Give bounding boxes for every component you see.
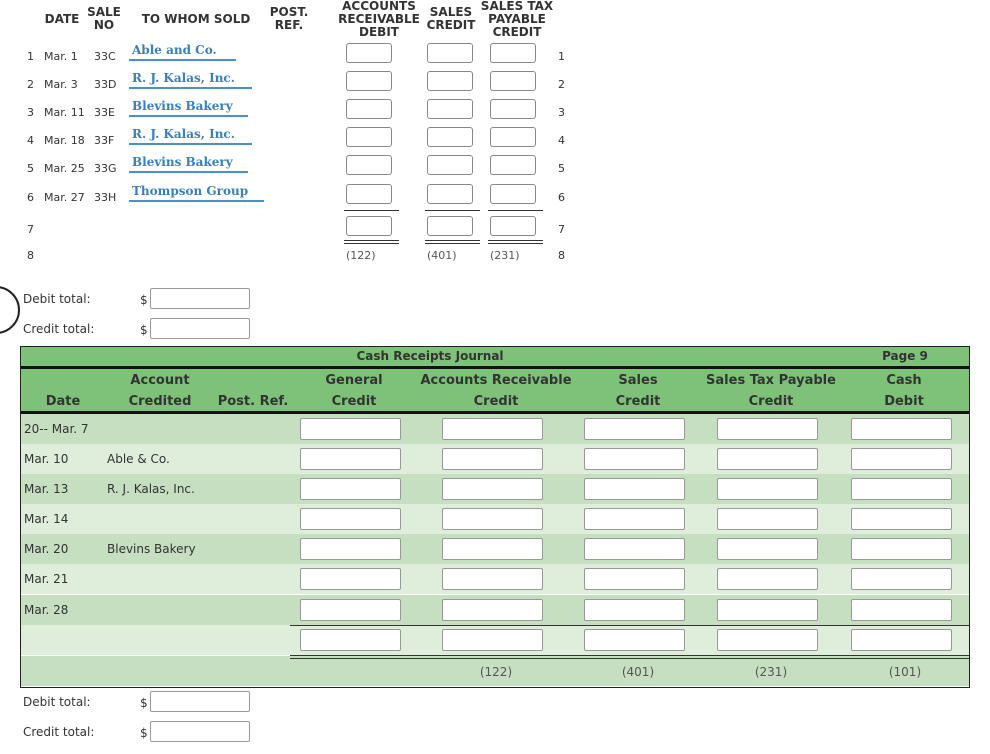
crj-stp-input[interactable] [717, 538, 818, 560]
sj-sales-input[interactable] [427, 155, 473, 175]
crj-general-input[interactable] [300, 538, 401, 560]
sj-right-line-number: 5 [558, 162, 565, 175]
crj-header-ar-credit: Credit [473, 394, 519, 409]
crj-general-input[interactable] [300, 508, 401, 530]
crj-header-date: Date [45, 394, 81, 409]
crj-date: Mar. 13 [24, 482, 69, 496]
crj-header-sales-credit: Credit [615, 394, 661, 409]
crj-ref-sales: (401) [621, 665, 655, 679]
sj-sale-no: 33F [94, 134, 115, 147]
sj-date: Mar. 25 [44, 162, 85, 175]
crj-title: Cash Receipts Journal [356, 349, 504, 363]
sj-double-rule [344, 240, 399, 244]
crj-row [21, 444, 969, 474]
sj-rule [344, 210, 399, 211]
sj-header-ar-debit: ACCOUNTS RECEIVABLE DEBIT [338, 0, 420, 39]
sj-header-sale-no: SALE NO [87, 5, 121, 32]
crj-ar-input[interactable] [442, 599, 543, 621]
sj-line-number: 5 [27, 162, 34, 175]
sj-customer: R. J. Kalas, Inc. [129, 127, 252, 145]
crj-header-general: General [325, 373, 383, 388]
sj-line-number: 7 [27, 223, 34, 236]
crj-date: Mar. 14 [24, 512, 69, 526]
sj-ar-input[interactable] [346, 155, 392, 175]
crj-header-cash: Cash [886, 373, 922, 388]
sj-stp-input[interactable] [490, 127, 536, 147]
crj-header-stp-credit: Credit [748, 394, 794, 409]
crj-cash-input[interactable] [851, 629, 952, 651]
crj-stp-input[interactable] [717, 599, 818, 621]
sj-date: Mar. 18 [44, 134, 85, 147]
sj-right-line-number: 4 [558, 134, 565, 147]
crj-header-post-ref: Post. Ref. [217, 394, 289, 409]
sj-line-number: 1 [27, 50, 34, 63]
crj-general-input[interactable] [300, 599, 401, 621]
sj-stp-input[interactable] [490, 99, 536, 119]
sj-stp-input[interactable] [490, 71, 536, 91]
crj-ar-input[interactable] [442, 478, 543, 500]
sj-ref-stp: (231) [490, 249, 520, 262]
sj-date: Mar. 27 [44, 191, 85, 204]
sj-ar-input[interactable] [346, 216, 392, 236]
dollar-sign: $ [140, 726, 148, 740]
sj-right-line-number: 1 [558, 50, 565, 63]
sj-ar-input[interactable] [346, 43, 392, 63]
crj-stp-input[interactable] [717, 629, 818, 651]
sj-debit-total-input[interactable] [150, 288, 250, 309]
sj-sale-no: 33C [94, 50, 116, 63]
crj-general-input[interactable] [300, 568, 401, 590]
crj-ar-input[interactable] [442, 568, 543, 590]
crj-sales-input[interactable] [584, 599, 685, 621]
crj-cash-input[interactable] [851, 599, 952, 621]
dollar-sign: $ [140, 696, 148, 710]
sj-header-post-ref: POST. REF. [269, 5, 309, 32]
crj-row [21, 595, 969, 625]
sj-right-line-number: 7 [558, 223, 565, 236]
sj-sales-input[interactable] [427, 127, 473, 147]
sj-line-number: 3 [27, 106, 34, 119]
crj-cash-input[interactable] [851, 478, 952, 500]
sj-ar-input[interactable] [346, 99, 392, 119]
crj-sales-input[interactable] [584, 538, 685, 560]
dollar-sign: $ [140, 323, 148, 337]
crj-date: Mar. 10 [24, 452, 69, 466]
crj-ar-input[interactable] [442, 538, 543, 560]
sj-rule [425, 210, 480, 211]
sj-header-to-whom: TO WHOM SOLD [141, 12, 251, 26]
crj-rule [290, 625, 969, 626]
sj-customer: Thompson Group [129, 184, 264, 202]
crj-ref-ar: (122) [479, 665, 513, 679]
sj-right-line-number: 8 [558, 249, 565, 262]
crj-general-input[interactable] [300, 478, 401, 500]
sj-stp-input[interactable] [490, 43, 536, 63]
crj-date: Mar. 21 [24, 572, 69, 586]
crj-debit-total-input[interactable] [150, 691, 250, 712]
crj-page: Page 9 [882, 349, 928, 363]
crj-general-input[interactable] [300, 629, 401, 651]
sj-header-date: DATE [44, 12, 80, 26]
crj-ref-stp: (231) [754, 665, 788, 679]
crj-sales-input[interactable] [584, 478, 685, 500]
crj-general-input[interactable] [300, 418, 401, 440]
crj-cash-input[interactable] [851, 418, 952, 440]
crj-date: Mar. 20 [24, 542, 69, 556]
sj-customer: Blevins Bakery [129, 155, 248, 173]
sj-header-stp-credit: SALES TAX PAYABLE CREDIT [480, 0, 554, 39]
sj-ar-input[interactable] [346, 184, 392, 204]
crj-header-account: Account [130, 373, 190, 388]
crj-sales-input[interactable] [584, 568, 685, 590]
sj-sale-no: 33H [94, 191, 117, 204]
crj-credit-total-input[interactable] [150, 721, 250, 742]
sj-line-number: 8 [27, 249, 34, 262]
sj-customer: Blevins Bakery [129, 99, 248, 117]
crj-row [21, 564, 969, 594]
crj-row [21, 414, 969, 444]
sj-right-line-number: 2 [558, 78, 565, 91]
crj-cash-input[interactable] [851, 508, 952, 530]
crj-sales-input[interactable] [584, 418, 685, 440]
sj-sales-input[interactable] [427, 43, 473, 63]
crj-stp-input[interactable] [717, 418, 818, 440]
crj-ar-input[interactable] [442, 418, 543, 440]
crj-credit-total-label: Credit total: [23, 725, 95, 739]
sj-ar-input[interactable] [346, 71, 392, 91]
crj-header-sales: Sales [618, 373, 658, 388]
sj-rule [488, 210, 543, 211]
sj-sales-input[interactable] [427, 184, 473, 204]
sj-ref-sales: (401) [427, 249, 457, 262]
sj-credit-total-input[interactable] [150, 318, 250, 339]
sj-right-line-number: 6 [558, 191, 565, 204]
crj-sales-input[interactable] [584, 448, 685, 470]
crj-date: 20-- Mar. 7 [24, 422, 89, 436]
crj-row [21, 534, 969, 564]
crj-stp-input[interactable] [717, 508, 818, 530]
crj-cash-input[interactable] [851, 568, 952, 590]
crj-sales-input[interactable] [584, 629, 685, 651]
sj-double-rule [425, 240, 480, 244]
sj-credit-total-label: Credit total: [23, 322, 95, 336]
crj-stp-input[interactable] [717, 568, 818, 590]
sj-header-sales-credit: SALES CREDIT [426, 5, 476, 32]
crj-stp-input[interactable] [717, 448, 818, 470]
crj-row [21, 474, 969, 504]
crj-debit-total-label: Debit total: [23, 695, 91, 709]
sj-sales-input[interactable] [427, 216, 473, 236]
crj-header-stp: Sales Tax Payable [706, 373, 836, 388]
sj-ref-ar: (122) [346, 249, 376, 262]
sj-ar-input[interactable] [346, 127, 392, 147]
sj-sale-no: 33D [94, 78, 117, 91]
crj-account: R. J. Kalas, Inc. [107, 482, 195, 496]
crj-header-general-credit: Credit [331, 394, 377, 409]
crj-account: Blevins Bakery [107, 542, 196, 556]
sj-line-number: 2 [27, 78, 34, 91]
crj-header-ar: Accounts Receivable [420, 373, 572, 388]
crj-account: Able & Co. [107, 452, 170, 466]
sj-customer: R. J. Kalas, Inc. [129, 71, 252, 89]
crj-ar-input[interactable] [442, 448, 543, 470]
crj-sales-input[interactable] [584, 508, 685, 530]
sj-customer: Able and Co. [129, 43, 236, 61]
crj-row [21, 504, 969, 534]
sj-sale-no: 33E [94, 106, 115, 119]
sj-sales-input[interactable] [427, 71, 473, 91]
crj-header-cash-debit: Debit [884, 394, 924, 409]
step-marker-circle [0, 286, 20, 334]
sj-sale-no: 33G [94, 162, 117, 175]
crj-general-input[interactable] [300, 448, 401, 470]
sj-stp-input[interactable] [490, 184, 536, 204]
sj-line-number: 4 [27, 134, 34, 147]
sj-date: Mar. 3 [44, 78, 78, 91]
crj-cash-input[interactable] [851, 448, 952, 470]
crj-ar-input[interactable] [442, 508, 543, 530]
sj-line-number: 6 [27, 191, 34, 204]
sj-debit-total-label: Debit total: [23, 292, 91, 306]
crj-ref-cash: (101) [888, 665, 922, 679]
sj-stp-input[interactable] [490, 216, 536, 236]
crj-total-row [21, 625, 969, 655]
crj-header-credited: Credited [128, 394, 192, 409]
dollar-sign: $ [140, 293, 148, 307]
sj-stp-input[interactable] [490, 155, 536, 175]
sj-double-rule [488, 240, 543, 244]
sj-date: Mar. 1 [44, 50, 78, 63]
crj-cash-input[interactable] [851, 538, 952, 560]
crj-date: Mar. 28 [24, 603, 69, 617]
crj-ar-input[interactable] [442, 629, 543, 651]
sj-date: Mar. 11 [44, 106, 85, 119]
sj-right-line-number: 3 [558, 106, 565, 119]
sj-sales-input[interactable] [427, 99, 473, 119]
crj-stp-input[interactable] [717, 478, 818, 500]
crj-double-rule [290, 655, 969, 659]
